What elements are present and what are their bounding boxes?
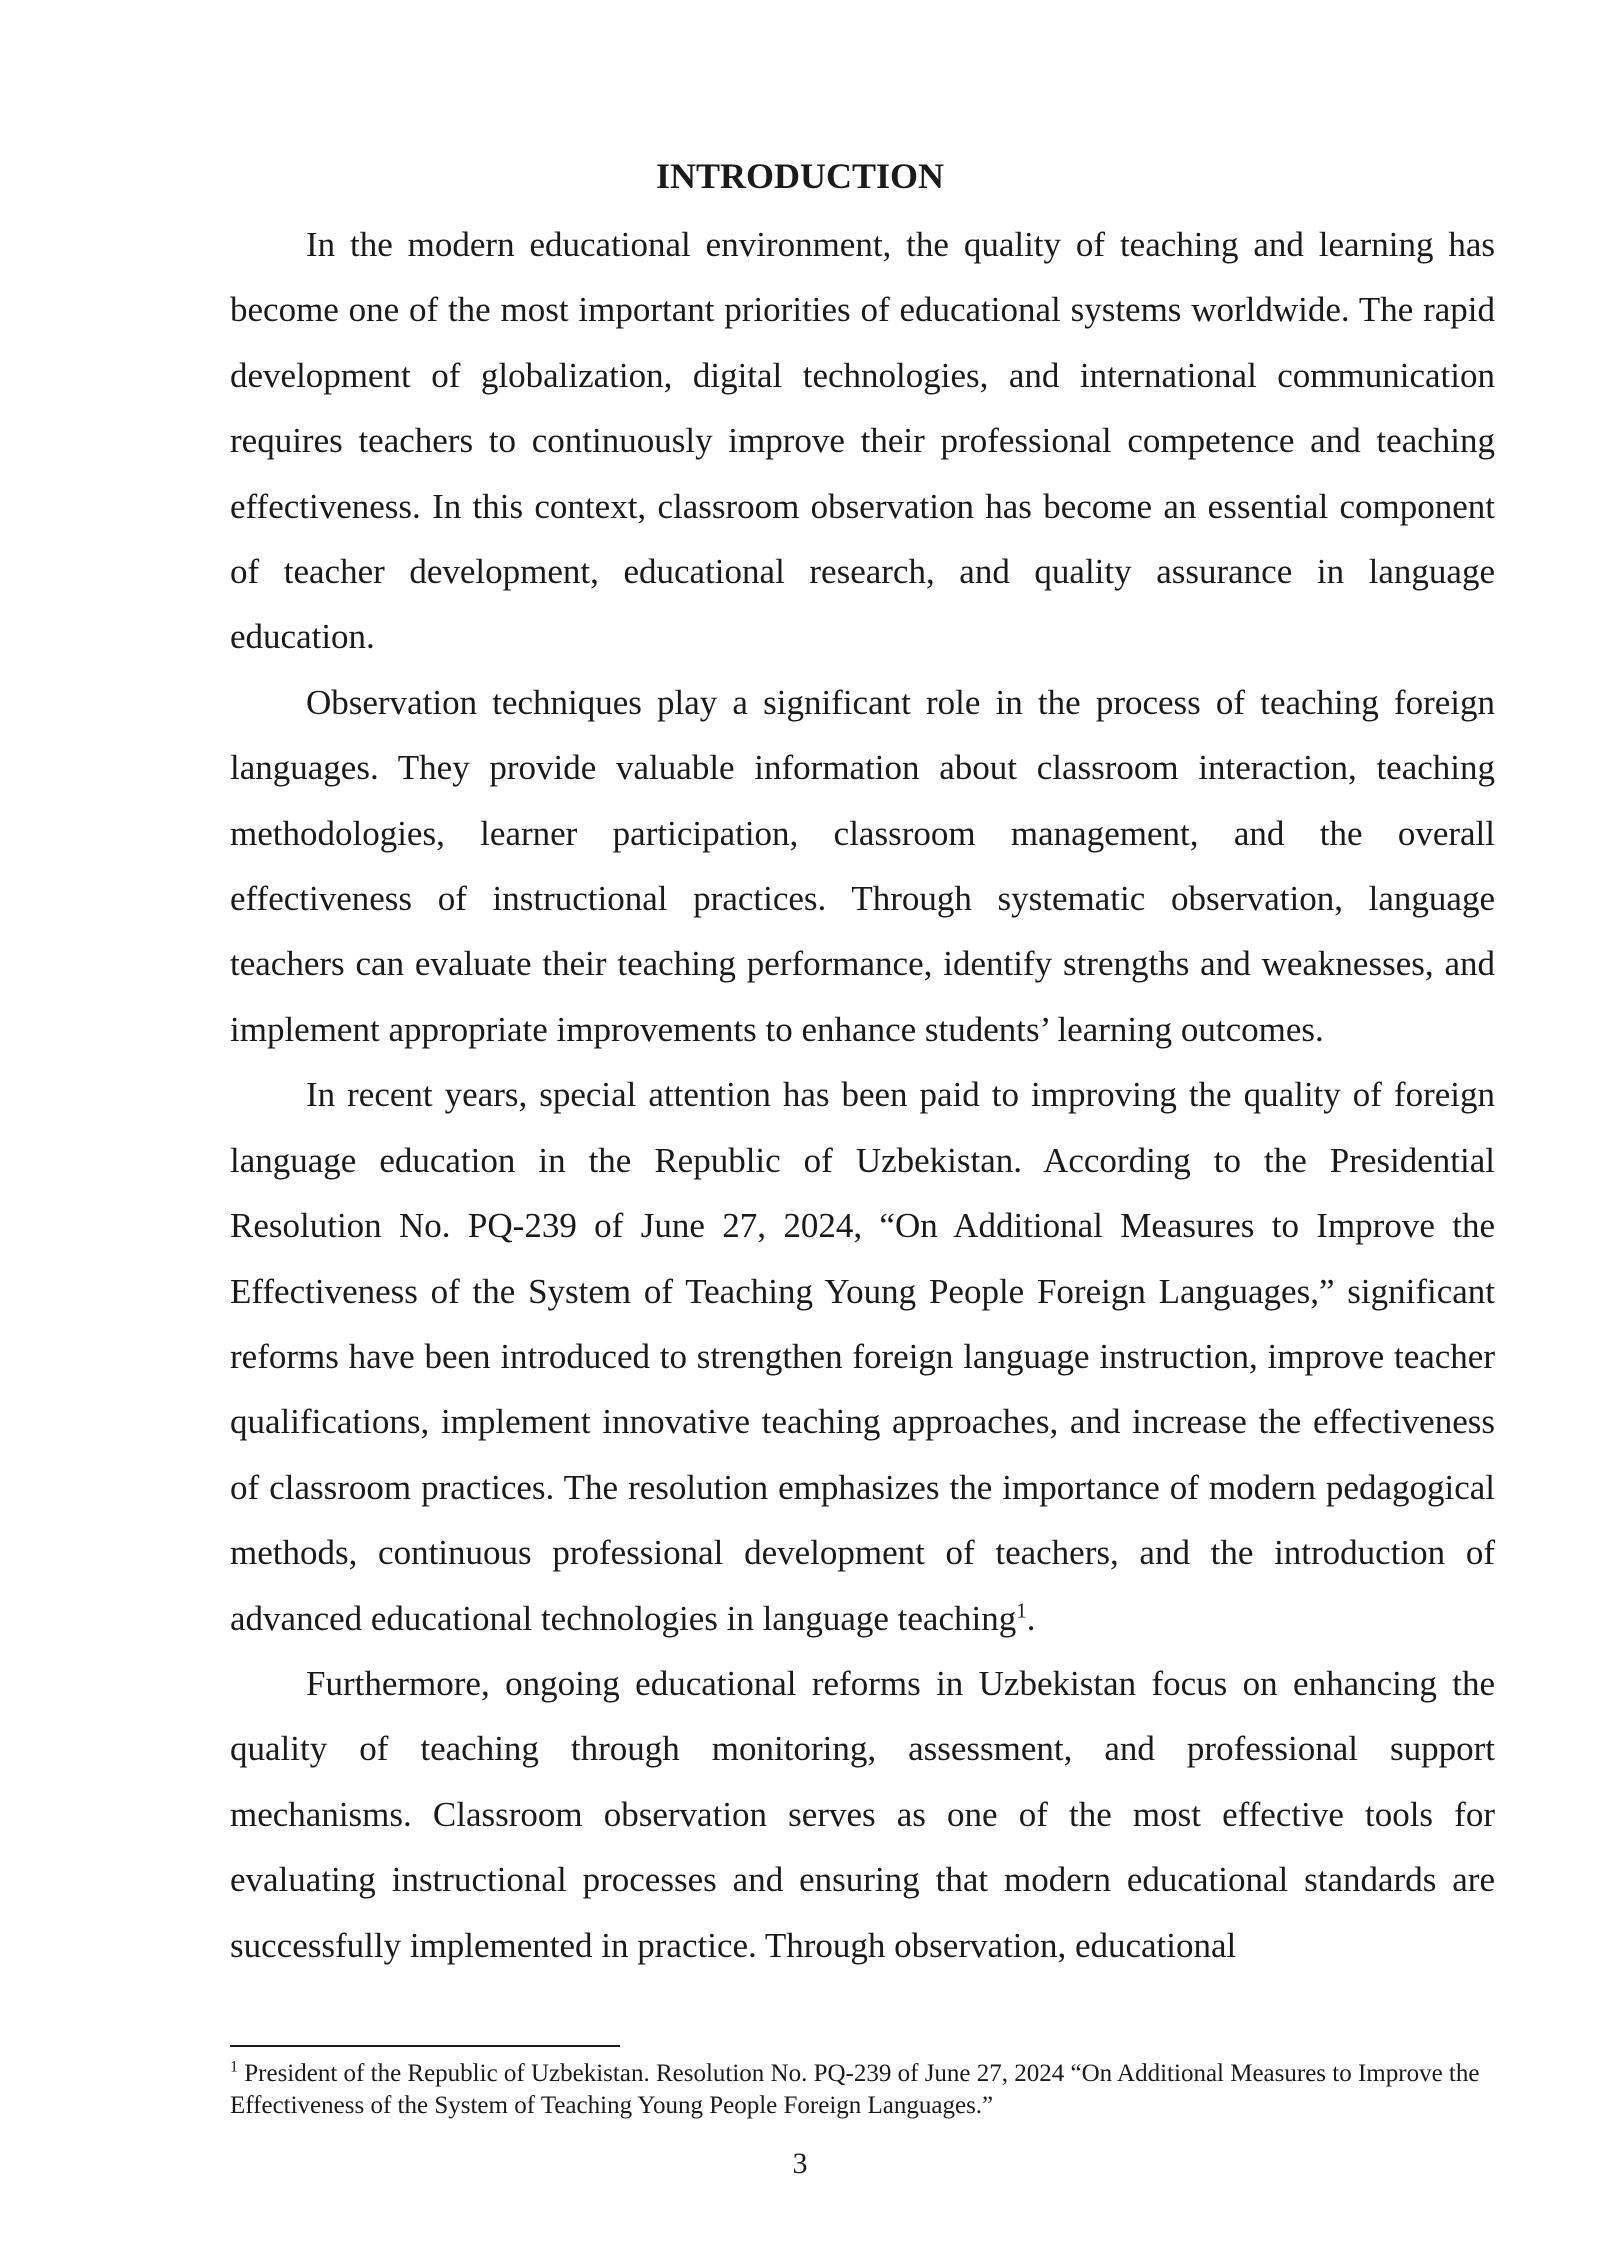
paragraph-3-text: In recent years, special attention has been paid to improving the quality of foreign language education in the Republic of Uzbekistan. According to the Presidential Resolution No. PQ-239 of June 27, 2024, “On Additional Measures to Improve the Effectiveness of the System of Teaching Young People Foreign Languages,” significant reforms have been introduced to strengthen foreign language instruction, improve teacher qualifications, implement innovative teaching approaches, and increase the effectiveness of classroom practices. The resolution emphasizes the importance of modern pedagogical methods, continuous professional development of teachers, and the introduction of advanced educational technologies in language teaching xyxy=(230,1075,1495,1638)
body-text xyxy=(230,212,1495,1978)
section-title: INTRODUCTION xyxy=(655,156,945,196)
paragraph-3 xyxy=(230,1062,1495,1651)
footnote-reference: 1 xyxy=(1016,1597,1027,1622)
page-number: 3 xyxy=(792,2147,808,2180)
paragraph-2: Observation techniques play a significant role in the process of teaching foreign languages. They provide valuable information about classroom interaction, teaching methodologies, learner participation, classroom management, and the overall effectiveness of instructional practices. Through systematic observation, language teachers can evaluate their teaching performance, identify strengths and weaknesses, and implement appropriate improvements to enhance students’ learning outcomes. xyxy=(230,682,1495,1049)
footnote-divider xyxy=(230,2045,620,2047)
footnote xyxy=(230,2058,1495,2122)
paragraph-1: In the modern educational environment, the quality of teaching and learning has become one of the most important priorities of educational systems worldwide. The rapid development of globalization, digital technologies, and international communication requires teachers to continuously improve their professional competence and teaching effectiveness. In this context, classroom observation has become an essential component of teacher development, educational research, and quality assurance in language education. xyxy=(230,225,1495,657)
footnote-text: President of the Republic of Uzbekistan. Resolution No. PQ-239 of June 27, 2024 “On Additional Measures to Improve the Effectiveness of the System of Teaching Young People Foreign Languages.” xyxy=(230,2060,1480,2119)
footnote-marker: 1 xyxy=(230,2058,238,2076)
paragraph-3-end: . xyxy=(1026,1598,1036,1638)
paragraph-4: Furthermore, ongoing educational reforms in Uzbekistan focus on enhancing the quality of teaching through monitoring, assessment, and professional support mechanisms. Classroom observation serves as one of the most effective tools for evaluating instructional processes and ensuring that modern educational standards are successfully implemented in practice. Through observation, educational xyxy=(230,1663,1495,1965)
